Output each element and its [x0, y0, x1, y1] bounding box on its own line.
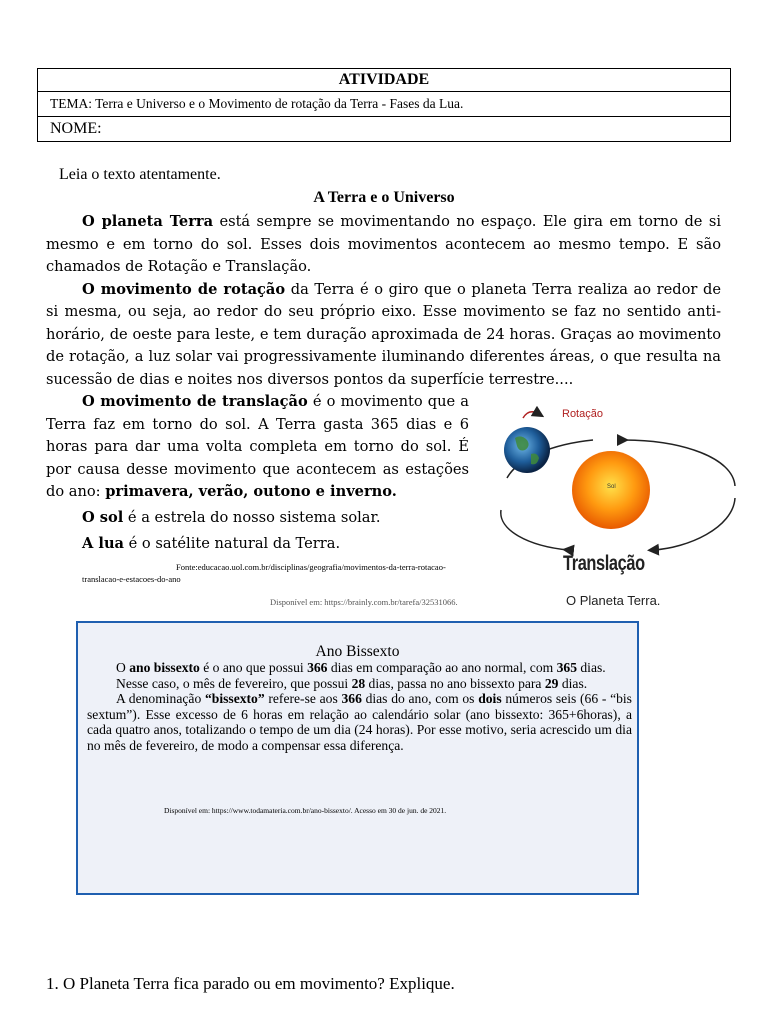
paragraph-text: é o movimento que a Terra faz em torno do sol. A Terra gasta 365 dias e 6 horas para dar uma volta completa em torno do sol. É por causa desse movimento que acontecem as estações do ano:: [46, 393, 469, 500]
paragraph-translacao: [46, 391, 469, 504]
theme-line: TEMA: Terra e Universo e o Movimento de rotação da Terra - Fases da Lua.: [38, 92, 731, 117]
text-run: dias em comparação ao ano normal, com: [327, 660, 557, 675]
leap-year-text: [87, 660, 632, 753]
orbit-arrow-bottom: [501, 510, 568, 550]
text-run: refere-se aos: [264, 691, 342, 706]
bold-term: ano bissexto: [129, 660, 200, 675]
header-table: [37, 68, 731, 142]
bold-number: 366: [341, 691, 362, 706]
bold-term: dois: [478, 691, 502, 706]
paragraph-rotacao: [46, 279, 721, 392]
bold-term: O sol: [82, 508, 124, 526]
planet-earth-caption: O Planeta Terra.: [566, 593, 661, 608]
text-title: A Terra e o Universo: [313, 189, 455, 206]
text-run: números seis (66 - “bis sextum”). Esse excesso de 6 horas em relação ao calendário solar (ano bissexto: 365+6horas), a cada quatro anos, totalizando o tempo de um dia (24 horas). Por esse motivo, seria acrescido um dia no mês de fevereiro, de modo a compensar essa diferença.: [87, 691, 632, 753]
text-run: dias do ano, com os: [361, 691, 479, 706]
bold-term: “bissexto”: [204, 691, 265, 706]
translation-label: Translação: [563, 552, 645, 575]
bold-number: 365: [556, 660, 577, 675]
bold-number: 29: [544, 675, 559, 691]
bold-term: O movimento de rotação: [82, 280, 286, 298]
earth-icon: [504, 427, 550, 473]
orbit-diagram: [483, 398, 748, 613]
paragraph-text: é a estrela do nosso sistema solar.: [123, 508, 381, 526]
body-text: [46, 211, 721, 391]
seasons-list: primavera, verão, outono e inverno.: [105, 483, 397, 500]
leap-year-source: Disponível em: https://www.todamateria.com.br/ano-bissexto/. Acesso em 30 de jun. de 2021.: [164, 806, 447, 815]
text-run: dias.: [576, 660, 606, 675]
bold-term: O planeta Terra: [82, 213, 214, 230]
text-run: dias, passa no ano bissexto para: [365, 675, 545, 691]
leap-year-paragraph-2: [87, 676, 632, 692]
paragraph-planeta: [46, 211, 721, 279]
activity-title: ATIVIDADE: [38, 69, 731, 92]
intro-instruction: Leia o texto atentamente.: [59, 166, 221, 183]
paragraph-lua: [46, 533, 469, 556]
paragraph-sol: [46, 507, 469, 530]
rotation-arrow-icon: [523, 412, 539, 418]
text-run: Nesse caso, o mês de fevereiro, que possui: [116, 675, 352, 691]
orbit-arrow-right: [653, 498, 735, 550]
earth-movement-illustration: [483, 398, 748, 613]
text-run: A denominação: [116, 691, 205, 706]
name-field[interactable]: NOME:: [38, 117, 731, 142]
sun-icon: [572, 451, 650, 529]
text-run: O: [116, 660, 130, 675]
left-column-text: [46, 391, 469, 556]
source-citation: Fonte:educacao.uol.com.br/disciplinas/geografia/movimentos-da-terra-rotacao-translacao-e-estacoes-do-ano: [82, 562, 446, 584]
bold-term: O movimento de translação: [82, 393, 308, 410]
bold-number: 28: [351, 675, 366, 691]
text-run: dias.: [558, 675, 588, 691]
paragraph-text: é o satélite natural da Terra.: [124, 535, 341, 552]
sun-label: Sol: [607, 484, 616, 490]
question-1: 1. O Planeta Terra fica parado ou em movimento? Explique.: [46, 974, 455, 993]
rotation-label: Rotação: [562, 408, 603, 420]
paragraph-text: da Terra é o giro que o planeta Terra realiza ao redor de si mesma, ou seja, ao redor do seu próprio eixo. Esse movimento se faz no sentido anti-horário, de oeste para leste, e tem duração aproximada de 24 horas. Graças ao movimento de rotação, a luz solar vai progressivamente iluminando diferentes áreas, o que resulta na sucessão de dias e noites nos diversos pontos da superfície terrestre....: [46, 280, 721, 388]
bold-term: A lua: [82, 535, 125, 552]
text-run: é o ano que possui: [199, 660, 308, 675]
leap-year-paragraph-3: [87, 691, 632, 753]
paragraph-text: está sempre se movimentando no espaço. Ele gira em torno de si mesmo e em torno do sol. Esses dois movimentos acontecem ao mesmo tempo. E são chamados de Rotação e Translação.: [46, 213, 721, 275]
bold-number: 366: [307, 660, 328, 675]
leap-year-title: Ano Bissexto: [315, 643, 400, 660]
leap-year-paragraph-1: [87, 660, 632, 676]
leap-year-box: [76, 621, 639, 895]
available-at-citation: Disponível em: https://brainly.com.br/tarefa/32531066.: [270, 597, 458, 607]
